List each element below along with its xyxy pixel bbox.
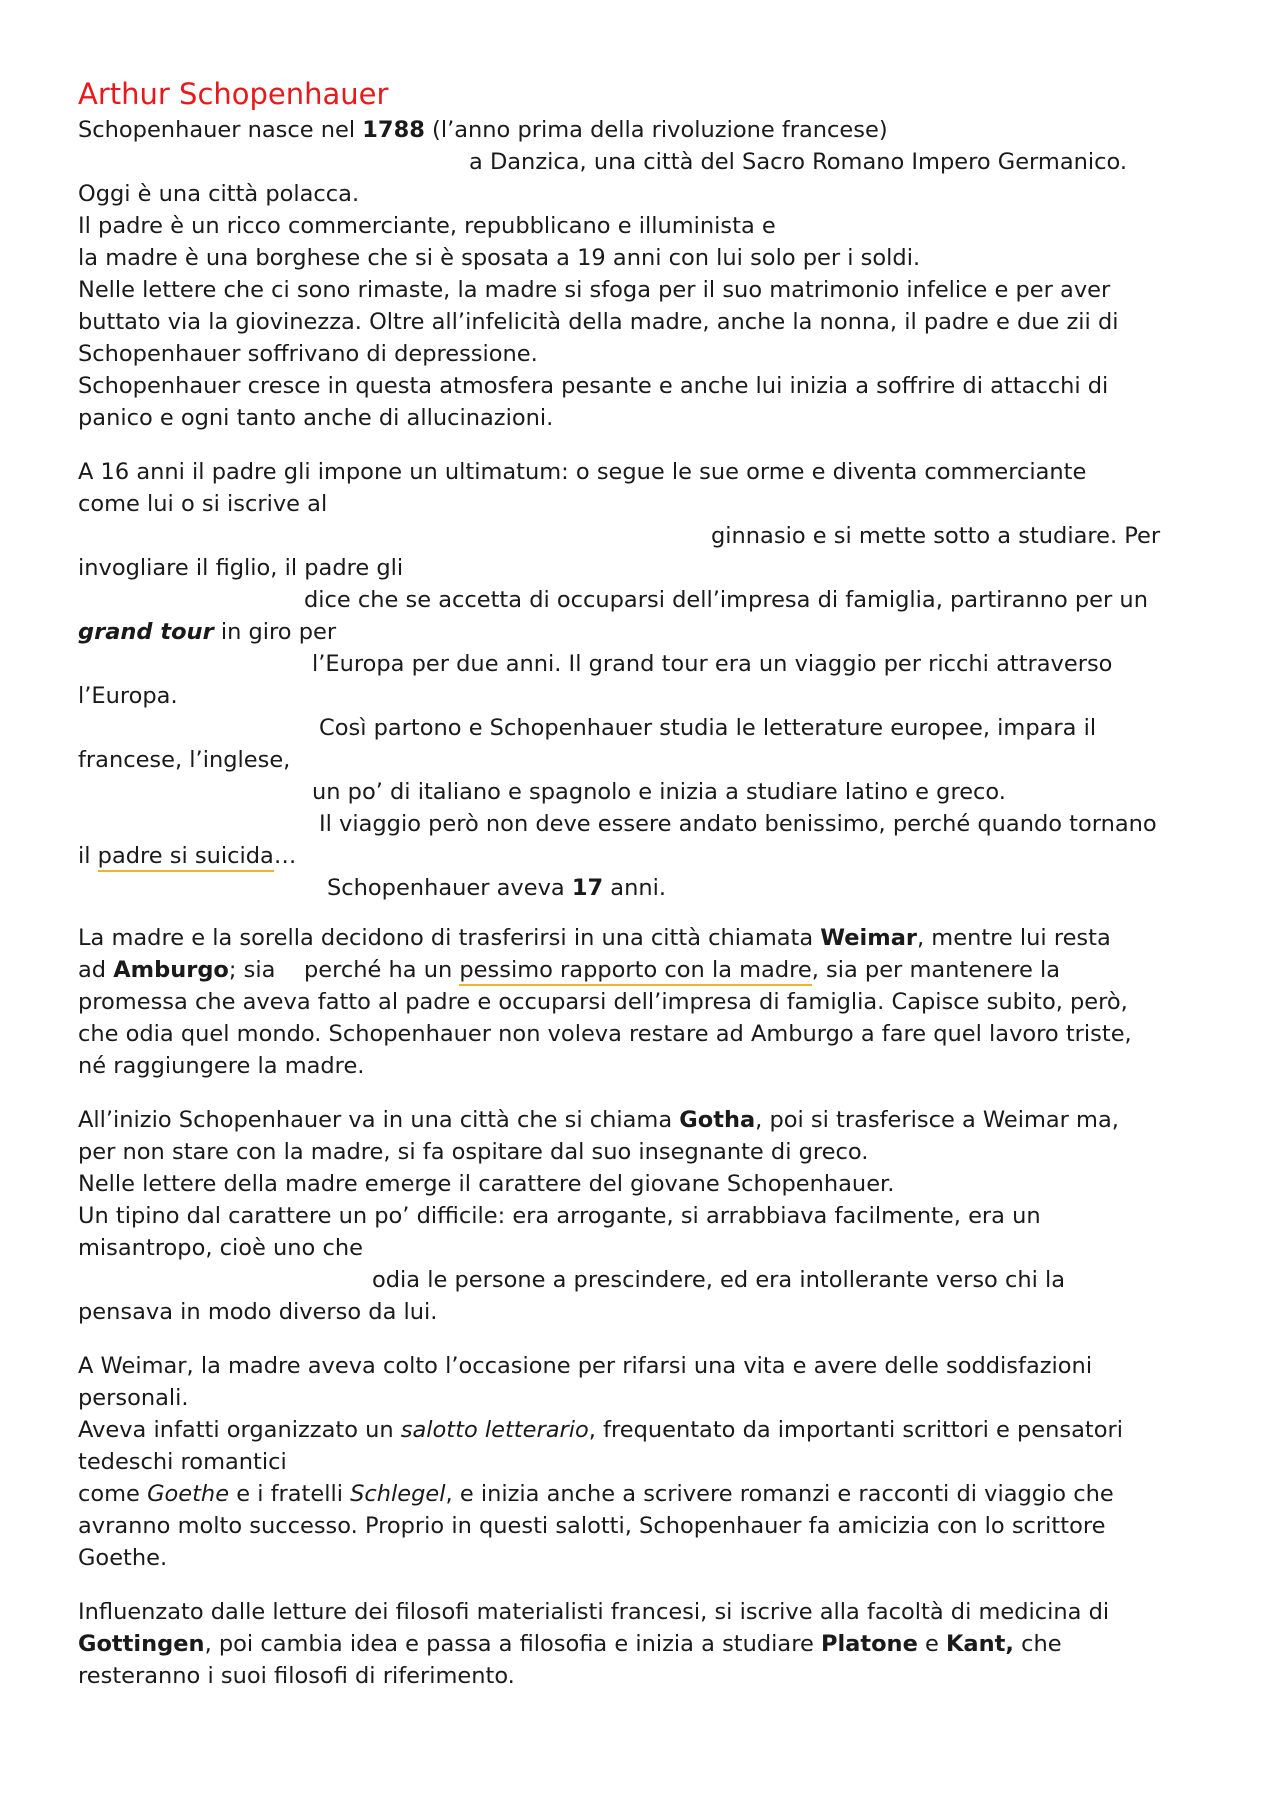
text-line: personali. [78, 1385, 189, 1411]
text-line: resteranno i suoi filosofi di riferimento. [78, 1663, 515, 1689]
text-run: e [917, 1631, 946, 1657]
text-run: ; sia perché ha un [228, 957, 460, 983]
text-line: Goethe. [78, 1545, 168, 1571]
text-line: per non stare con la madre, si fa ospitare dal suo insegnante di greco. [78, 1139, 869, 1165]
italic-name: Schlegel [350, 1481, 446, 1507]
italic-name: Goethe [147, 1481, 230, 1507]
bold-age: 17 [571, 875, 604, 901]
text-line [78, 1104, 1119, 1136]
text-line: francese, l’inglese, [78, 747, 291, 773]
text-line: odia le persone a prescindere, ed era intollerante verso chi la [372, 1267, 1066, 1293]
text-line [78, 1478, 1114, 1510]
text-run: , poi cambia idea e passa a filosofia e inizia a studiare [204, 1631, 821, 1657]
bold-place: Weimar [820, 925, 917, 951]
text-run: La madre e la sorella decidono di trasferirsi in una città chiamata [78, 925, 821, 951]
text-run: Schopenhauer aveva [327, 875, 572, 901]
italic-term: salotto letterario [400, 1417, 589, 1443]
text-run: … [273, 843, 297, 869]
bold-name: Kant, [946, 1631, 1014, 1657]
text-run: , e inizia anche a scrivere romanzi e racconti di viaggio che [445, 1481, 1114, 1507]
text-run: e i fratelli [229, 1481, 351, 1507]
text-line: che odia quel mondo. Schopenhauer non voleva restare ad Amburgo a fare quel lavoro triste, [78, 1021, 1132, 1047]
text-run: Aveva infatti organizzato un [78, 1417, 401, 1443]
text-run: , frequentato da importanti scrittori e pensatori [588, 1417, 1124, 1443]
text-run: , sia per mantenere la [811, 957, 1060, 983]
text-line: dice che se accetta di occuparsi dell’impresa di famiglia, partiranno per un [304, 587, 1148, 613]
text-line [78, 1628, 1062, 1660]
text-line: a Danzica, una città del Sacro Romano Impero Germanico. [469, 149, 1128, 175]
text-line: l’Europa per due anni. Il grand tour era un viaggio per ricchi attraverso [312, 651, 1113, 677]
underlined-phrase: padre si suicida [98, 843, 274, 872]
page-title: Arthur Schopenhauer [78, 77, 389, 111]
text-line: come lui o si iscrive al [78, 491, 328, 517]
text-line: l’Europa. [78, 683, 178, 709]
text-line: Nelle lettere della madre emerge il carattere del giovane Schopenhauer. [78, 1171, 895, 1197]
text-line: Influenzato dalle letture dei filosofi materialisti francesi, si iscrive alla facoltà di medicina di [78, 1599, 1110, 1625]
text-line: tedeschi romantici [78, 1449, 287, 1475]
bold-place: Amburgo [113, 957, 229, 983]
text-line: Un tipino dal carattere un po’ difficile: era arrogante, si arrabbiava facilmente, era un [78, 1203, 1041, 1229]
text-line: promessa che aveva fatto al padre e occuparsi dell’impresa di famiglia. Capisce subito, però, [78, 989, 1128, 1015]
text-line: la madre è una borghese che si è sposata a 19 anni con lui solo per i soldi. [78, 245, 921, 271]
underlined-phrase: pessimo rapporto con la madre [459, 957, 811, 986]
text-line: ginnasio e si mette sotto a studiare. Per [711, 523, 1161, 549]
bold-name: Platone [820, 1631, 918, 1657]
text-line [78, 840, 296, 872]
text-line: un po’ di italiano e spagnolo e inizia a studiare latino e greco. [312, 779, 1006, 805]
text-run: in giro per [213, 619, 337, 645]
text-line: buttato via la giovinezza. Oltre all’infelicità della madre, anche la nonna, il padre e due zii di [78, 309, 1119, 335]
text-line [327, 872, 666, 904]
text-line: misantropo, cioè uno che [78, 1235, 363, 1261]
text-line: Oggi è una città polacca. [78, 181, 360, 207]
text-run: ad [78, 957, 114, 983]
text-line: Il viaggio però non deve essere andato benissimo, perché quando tornano [319, 811, 1157, 837]
text-line: A Weimar, la madre aveva colto l’occasione per rifarsi una vita e avere delle soddisfazioni [78, 1353, 1093, 1379]
text-line [78, 114, 888, 146]
text-line: avranno molto successo. Proprio in questi salotti, Schopenhauer fa amicizia con lo scrittore [78, 1513, 1106, 1539]
text-line [78, 954, 1060, 986]
text-run: Schopenhauer nasce nel [78, 117, 363, 143]
text-line [78, 922, 1111, 954]
text-run: , mentre lui resta [917, 925, 1111, 951]
text-line [78, 1414, 1123, 1446]
bold-place: Gotha [679, 1107, 756, 1133]
text-line: Il padre è un ricco commerciante, repubblicano e illuminista e [78, 213, 776, 239]
text-run: il [78, 843, 98, 869]
text-run: che [1013, 1631, 1062, 1657]
bold-italic-term: grand tour [78, 619, 214, 645]
text-line: pensava in modo diverso da lui. [78, 1299, 438, 1325]
text-line: Nelle lettere che ci sono rimaste, la madre si sfoga per il suo matrimonio infelice e per aver [78, 277, 1111, 303]
text-line: panico e ogni tanto anche di allucinazioni. [78, 405, 554, 431]
text-run: All’inizio Schopenhauer va in una città che si chiama [78, 1107, 680, 1133]
text-line: Così partono e Schopenhauer studia le letterature europee, impara il [319, 715, 1097, 741]
text-run: anni. [603, 875, 667, 901]
text-line: A 16 anni il padre gli impone un ultimatum: o segue le sue orme e diventa commerciante [78, 459, 1087, 485]
bold-year: 1788 [362, 117, 425, 143]
text-line [78, 616, 336, 648]
text-line: invogliare il figlio, il padre gli [78, 555, 404, 581]
text-line: Schopenhauer soffrivano di depressione. [78, 341, 538, 367]
bold-place: Gottingen [78, 1631, 205, 1657]
text-run: come [78, 1481, 148, 1507]
text-run: , poi si trasferisce a Weimar ma, [755, 1107, 1119, 1133]
text-line: Schopenhauer cresce in questa atmosfera pesante e anche lui inizia a soffrire di attacchi di [78, 373, 1109, 399]
text-run: (l’anno prima della rivoluzione francese) [424, 117, 888, 143]
text-line: né raggiungere la madre. [78, 1053, 365, 1079]
